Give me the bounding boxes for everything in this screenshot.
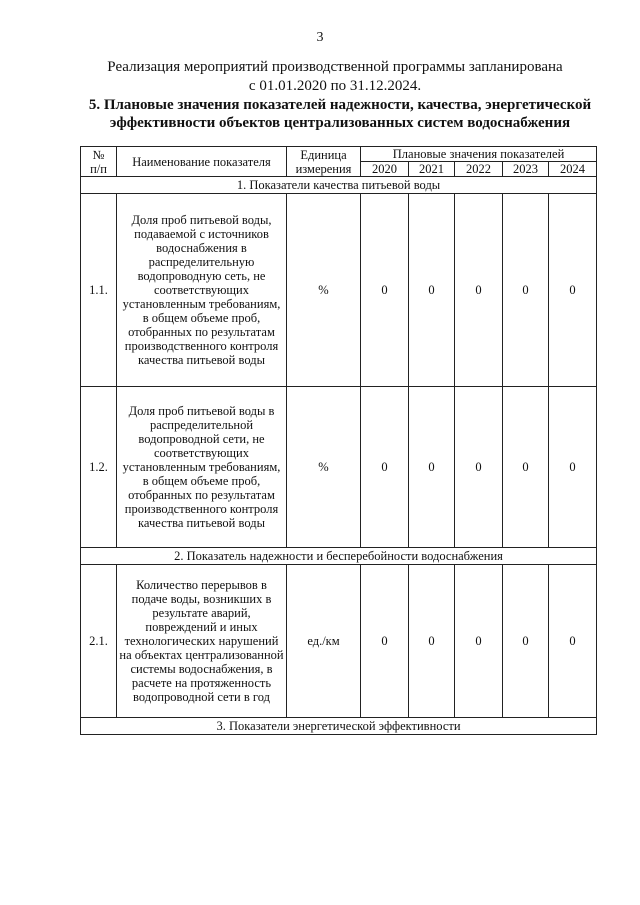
header-year: 2022 — [455, 162, 503, 177]
unit-cell: % — [287, 387, 361, 548]
table-row — [81, 565, 597, 718]
row-number: 2.1. — [81, 565, 117, 718]
value-cell: 0 — [455, 194, 503, 387]
value-cell: 0 — [361, 565, 409, 718]
value-cell: 0 — [409, 387, 455, 548]
section-heading — [70, 96, 610, 132]
header-number-line-1: № — [92, 147, 105, 162]
table-row — [81, 194, 597, 387]
value-cell: 0 — [409, 194, 455, 387]
value-cell: 0 — [503, 387, 549, 548]
indicators-table — [80, 146, 597, 735]
unit-cell: ед./км — [287, 565, 361, 718]
section-heading-line-1: 5. Плановые значения показателей надежности, качества, энергетической — [88, 97, 592, 113]
value-cell: 0 — [549, 565, 597, 718]
header-year: 2024 — [549, 162, 597, 177]
header-year: 2021 — [409, 162, 455, 177]
header-year: 2023 — [503, 162, 549, 177]
row-number: 1.1. — [81, 194, 117, 387]
section-title: 3. Показатели энергетической эффективности — [81, 718, 597, 735]
indicator-name: Доля проб питьевой воды в распределительной водопроводной сети, не соответствующих установленным требованиям, в общем объеме проб, отобранных по результатам производственного контроля качества питьевой воды — [117, 387, 287, 548]
header-number-line-2: п/п — [90, 161, 107, 176]
intro-text — [60, 58, 610, 96]
header-indicator-name: Наименование показателя — [117, 147, 287, 177]
page-number: 3 — [316, 30, 324, 45]
value-cell: 0 — [361, 194, 409, 387]
value-cell: 0 — [503, 565, 549, 718]
value-cell: 0 — [455, 387, 503, 548]
section-heading-line-2: эффективности объектов централизованных систем водоснабжения — [109, 115, 571, 131]
header-planned-values: Плановые значения показателей — [361, 147, 597, 162]
header-unit-line-1: Единица — [300, 147, 347, 162]
header-unit — [287, 147, 361, 177]
indicator-name: Количество перерывов в подаче воды, возникших в результате аварий, повреждений и иных технологических нарушений на объектах централизованной системы водоснабжения, в расчете на протяженность водопроводной сети в год — [117, 565, 287, 718]
header-unit-line-2: измерения — [295, 161, 352, 176]
table-row — [81, 387, 597, 548]
value-cell: 0 — [409, 565, 455, 718]
value-cell: 0 — [503, 194, 549, 387]
indicator-name: Доля проб питьевой воды, подаваемой с источников водоснабжения в распределительную водопроводную сеть, не соответствующих установленным требованиям, в общем объеме проб, отобранных по результатам производственного контроля качества питьевой воды — [117, 194, 287, 387]
intro-line-2: с 01.01.2020 по 31.12.2024. — [248, 78, 422, 94]
row-number: 1.2. — [81, 387, 117, 548]
section-title: 1. Показатели качества питьевой воды — [81, 177, 597, 194]
value-cell: 0 — [361, 387, 409, 548]
section-title: 2. Показатель надежности и бесперебойности водоснабжения — [81, 548, 597, 565]
value-cell: 0 — [549, 194, 597, 387]
header-year: 2020 — [361, 162, 409, 177]
header-number — [81, 147, 117, 177]
unit-cell: % — [287, 194, 361, 387]
intro-line-1: Реализация мероприятий производственной программы запланирована — [107, 59, 563, 75]
value-cell: 0 — [455, 565, 503, 718]
value-cell: 0 — [549, 387, 597, 548]
